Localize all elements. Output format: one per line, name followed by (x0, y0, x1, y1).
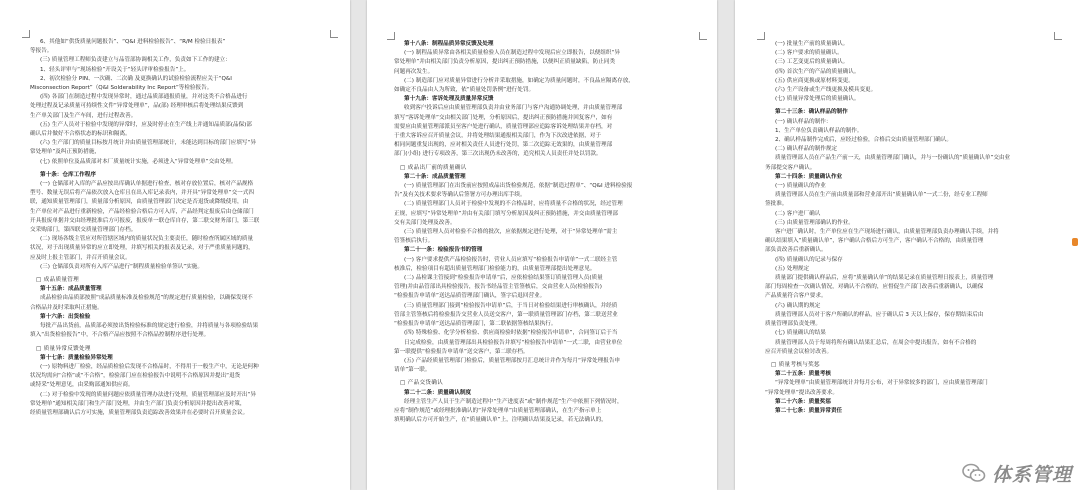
text-line: 正规，应填写“异常处理单”并由有关部门填写分析原因及纠正预防措施，并交由质量管理部 (394, 210, 618, 217)
section-heading: □ 质量异常反馈处理 (36, 345, 91, 352)
section-heading: □ 成品出厂前的质量确认 (400, 164, 467, 171)
text-line: 2、初次检验分 PIN、一次确、二次确 及更换确认的试验检验流程应关于“Q&I (40, 75, 232, 82)
margin-corner-mark (22, 30, 30, 38)
text-line: (一) 质量管理部门在出货前应按照成品出货检验规范，依据“制造过程单”、“Q&I 进料检验报 (404, 183, 633, 190)
text-line: 务部提交客户确认。 (765, 164, 816, 171)
text-line: (一) 确认样品的制作： (775, 118, 832, 125)
page-text-body (30, 38, 332, 418)
text-line: (二) 制造部门应对质量异常进行分析并采取措施，如确定为质量问题时，不良品应隔离存放， (404, 77, 634, 84)
text-line: (六) 生产部门的质量目标按月统计并由质量管理部统计，未能达到目标的部门应填写“异 (40, 140, 257, 147)
text-line: 经质量管理部确认后方可实施，质量管理部负责追踪改善效果并在必要时召开质量会议。 (30, 409, 249, 416)
document-page-1[interactable] (0, 0, 350, 490)
text-line: (三) 仓储部负责对所有入库产品进行“制程质量检验单签认”实施。 (40, 263, 203, 270)
article-heading: 第二十二条：质量确认制度 (404, 389, 472, 396)
text-line: (四) 特殊检验、化学分析检验、供应商检验时依据“检验报告申请单”，合同签订后于当 (404, 330, 618, 337)
text-line: 交采购部门，第四联交质量管理部门存档。 (30, 227, 137, 234)
text-line: 确认结果填入“质量确认单”，客户确认合格后方可生产，客户确认不合格的，由质量管理 (765, 238, 984, 245)
wechat-logo-icon (962, 461, 986, 485)
text-line: 部门每周检查一次确认情况，对确认不合格的，应督促生产部门改善后重新确认，以确保 (765, 284, 984, 291)
text-line: 填入“出货检验报告”中，不合格产品应按照不合格品控制程序进行处理。 (30, 332, 210, 339)
text-line: 问题再次发生。 (394, 68, 434, 75)
text-line: (三) 质量管理人员对检验不合格的批次，应依据规定进行处理，对于“异常处理单”需主 (404, 229, 618, 236)
text-line: 管签核后执行。 (394, 238, 434, 245)
margin-corner-mark (1054, 32, 1062, 40)
text-line: 开具报废单据并交由经理批准后方可报废，报废单一联仓库自存，第二联交财务部门，第三联 (30, 217, 260, 224)
article-heading: 第二十三条：确认样品的制作 (775, 109, 848, 116)
page-text-body (765, 40, 1056, 416)
text-line: (二) 品检课主管接到“检验报告申请单”后，应依检验结果签订质量管理人员(质量 (404, 275, 603, 282)
margin-corner-mark (757, 32, 765, 40)
text-line: 质量部门提供确认样品后，应将“质量确认单”的结果记录在质量管理日报表上，质量管理 (775, 275, 994, 282)
text-line: 1、轻头评审与“现场检验”开设关于“轻头评审检验报告”上。 (40, 66, 190, 73)
text-line: 生产单关部门及生产车间，进行过程改善。 (30, 112, 137, 119)
margin-corner-mark (699, 32, 707, 40)
text-line: (三) 质量管理部门接到“检验报告申请单”后，于当日对检验结果进行审核确认，并经质 (404, 302, 618, 309)
text-line: 6、其他如“供货质量问题报告”、“Q&I 进料检验报告”、“R/M 检验日报表” (40, 39, 226, 45)
text-line: 如确定不良品由人为所致，依“质量处罚条例”进行处罚。 (394, 87, 535, 94)
text-line: 质量管理部负责处理。 (765, 321, 821, 328)
text-line: 产品质量符合客户要求。 (765, 293, 827, 300)
text-line: (七) 质量确认的结果 (775, 330, 826, 337)
article-heading: 第二十四条：质量确认作业 (775, 173, 843, 180)
text-line: 相同问题重复出现的，应对相关责任人员进行处罚，第二次追踪无效果的，由质量管理部 (394, 142, 613, 149)
text-line: 请单”第一联。 (394, 367, 431, 374)
text-line: (七) 依照单位及品质部对本厂质量统计实施，必须进入“异常处理单”交由处理。 (40, 158, 237, 165)
text-line: 状况均需向“合格”或“不合格”，检验部门应在检验报告中说明不合格原因并提出“退货 (30, 373, 241, 380)
text-line: 管部主管签核后将检验报告交营业人员送交客户，第一联质量管理部门存档，第二联送营业 (394, 311, 618, 318)
text-line: “异常处理单”由质量管理部统计并每月公布，对于异常较多的部门，应由质量管理部门 (775, 380, 988, 387)
text-line: (一) 原物料进厂检验，经品质检验后发现不合格品时，不得用于一般生产中，无论是何种 (40, 363, 259, 370)
text-line: (三) 质量管理工程师负责建立与品管部协调相关工作，负责如下工作的建立： (40, 57, 231, 64)
text-line: 于重大客诉应召开质量会议，并将处理结果通报相关部门，作为下次改进依据，对于 (394, 133, 601, 140)
text-line: (一) 质量确认的作业 (775, 183, 826, 190)
text-line: (二) 客户进厂确认 (775, 210, 821, 217)
text-line: 第一联提供“检验报告申请单”送交客户，第二联存档。 (394, 348, 529, 355)
text-line: (七) 质量异常处理后的质量确认。 (775, 96, 860, 103)
text-line: 质量管理部人员在生产前由质量部和营业部开出“质量确认单”一式二份，经专业工程师 (775, 192, 988, 199)
text-line: (四) 各部门在制造过程中发现异常时，通过品质部通报质量，并对这类不合格品进行 (40, 94, 248, 101)
text-line: 确认后并做好不合格状态的标识和隔离。 (30, 131, 131, 138)
text-line: 生产单位对产品进行重新检验，产品经检验合格后方可入库，产品经判定报废后由仓储部门 (30, 208, 254, 215)
text-line: 签批准。 (765, 201, 788, 208)
text-line: Misconsection Report”（Q&I Solderability Inc Report”等检验报告。 (30, 85, 213, 92)
section-heading: □ 成品质量管理 (36, 277, 80, 284)
document-page-2[interactable] (367, 0, 717, 490)
text-line: 常处理单”及纠正预防措施， (30, 149, 101, 156)
text-line: 常处理单”并由相关部门负责分析原因，提出纠正预防措施，以便纠正质量缺陷，防止同类 (394, 59, 616, 66)
text-line: 质量管理部人员在产品生产前一天，由质量管理部门确认，并与一份确认的“质量确认单”交由业 (775, 155, 1011, 162)
text-line: 经理主管生产人员于生产制造过程中“生产进度表”或“制作规范”生产中依照下列情况时， (404, 398, 623, 405)
article-heading: 第十七条：质量检验异常处理 (40, 354, 113, 361)
text-line: 填明确认后方可开始生产，在“质量确认单”上，注明确认结果及记录，若无法确认的， (394, 417, 607, 424)
text-line: (一) 制程品质异常由各相关质量检验人员在制造过程中发现后应立即报告，以便组织“异 (404, 50, 621, 57)
text-line: 或特采”处理意见，由采购部通知供应商。 (30, 382, 134, 389)
article-heading: 第十条：仓库工作程序 (40, 171, 96, 178)
watermark-text: 体系管理 (991, 463, 1072, 486)
text-line: 交有关部门处理及改善。 (394, 219, 456, 226)
watermark (962, 460, 1072, 486)
text-line: 应召开质量会议检讨改善。 (765, 348, 833, 355)
text-line: (五) 供应商更换或原材料变更。 (775, 77, 854, 84)
text-line: 应及时上报主管部门，并召开质量会议。 (30, 254, 131, 261)
text-line: 收到客户投诉后应由质量管理部负责并由业务部门与客户沟通协调处理，并由质量管理部 (404, 105, 623, 112)
text-line: (四) 首次生产的产品的质量确认。 (775, 68, 860, 75)
section-heading: □ 质量考核与奖惩 (771, 361, 820, 368)
text-line: 管理)并由品管部出具检验报告，报告书经品管主管签核后，交由营业人员(检验报告) (394, 284, 602, 291)
text-line: 部负责改善后重新确认。 (765, 247, 827, 254)
text-line: (二) 客户要求的质量确认。 (775, 50, 843, 57)
text-line: (一) 仓储部对入库的产品应按出库确认单据进行检查，核对存放位置后，核对产品规格 (40, 181, 254, 188)
text-line: (一) 批量生产前的质量确认。 (775, 41, 849, 47)
text-line: 质量管理部人员于每周将所有确认结果汇总后，在周会中提出报告，如有不合格的 (775, 339, 977, 346)
text-line: (六) 生产设备或生产线更换及模具变更。 (775, 87, 877, 94)
page-text-body (394, 40, 703, 425)
text-line: 状况，对于出现质量异常的应立即处理，并填写相关的报表及记录，对于严重质量问题的， (30, 245, 254, 252)
text-line: (一) 客户要求提供产品检验报告时，营业人员应填写“检验报告申请单”一式二联经主管 (404, 256, 618, 263)
text-line: 常处理单”通知相关部门和生产部门处理，并由生产部门负责分析原因并提出改善对策， (30, 400, 246, 407)
document-page-3[interactable] (735, 0, 1080, 490)
text-line: 2、确认样品制作完成后，应经过检验，合格后交由质量管理部门确认。 (775, 137, 952, 144)
text-line: 核准后，检验项目有超出质量管理部门检验能力的，由质量管理部提出处理意见。 (394, 265, 596, 272)
article-heading: 第十五条：成品质量管理 (40, 286, 102, 293)
text-line: 质量管理部人员对于客户所确认的样品，应于确认后 3 天以上保存，保存期结束后由 (775, 311, 984, 318)
article-heading: 第二十五条：质量考核 (775, 371, 831, 378)
article-heading: 第二十条：成品质量管理 (404, 173, 466, 180)
article-heading: 第二十七条：质量异常责任 (775, 407, 843, 414)
text-line: (二) 确认样品的制作规定 (775, 146, 838, 153)
text-line: 日完成检验，由质量管理部出具检验报告并填写“检验报告申请单”一式二联，由营业单位 (404, 339, 623, 346)
text-line: 联，通知质量管理部门，质量部分析原因，由质量管理部门决定是否退货或降级使用，由 (30, 199, 249, 206)
text-line: (二) 质量管理部门人员对于检验中发现的不合格品时，应将质量不合格的状况，经过管理 (404, 201, 623, 208)
text-line: (二) 现场各级主管应对所管辖区域内的质量状况负主要责任，随时检查所属区域的质量 (40, 236, 254, 243)
text-line: 告”及有关技术要求等确认后签署方可办理出库手续。 (394, 192, 526, 199)
article-heading: 第十八条：制程品质异常反馈及处理 (404, 41, 494, 47)
text-line: (三) 由质量管理部确认的作业。 (775, 219, 854, 226)
text-line: 等报告。 (30, 48, 53, 55)
text-line: 每批产品出货前，品质部必须按出货检验标准的规定进行检验，并将质量与各项检验结果 (40, 323, 259, 330)
text-line: (五) 生产人员对于检验中发现的异常时，应及时停止在生产线上并通知品质部(品保)部 (40, 121, 252, 128)
text-line: 需要应由质量管理部派员至客户处进行确认，质量管理部应追踪客诉处理结果并存档，对 (394, 123, 613, 130)
text-line: (五) 处理规定 (775, 265, 810, 272)
article-heading: 第十九条：客诉处理及质量异常反馈 (404, 96, 494, 103)
text-line: “异常处理单”提出改善要求。 (765, 389, 838, 396)
text-line: 合格品并及时采取纠正措施。 (30, 304, 103, 311)
text-line: 成品检验由品质部按照“成品质量标准及检验规范”的规定进行质量检验，以确保发现不 (40, 295, 253, 302)
text-line: (四) 质量确认的记录与保存 (775, 256, 843, 263)
text-line: (二) 对于检验中发现的质量问题应依质量管理办法进行处理，质量管理部应及时开出“异 (40, 391, 257, 398)
text-line: 部门(小组) 进行专项改善，第三次出现仍未改善的，追究相关人员责任并处以罚款。 (394, 151, 602, 158)
text-line: “检验报告申请单”送达品质管理部门，第二联依据签核结果执行。 (394, 321, 557, 328)
scroll-position-marker[interactable] (1072, 238, 1078, 246)
margin-corner-mark (387, 32, 395, 40)
text-line: 处理过程及记录质量可持续性文件“异常处理单”，品(部) 经理审核后将处理结果反馈到 (30, 103, 244, 110)
text-line: (三) 工艺变更后的质量确认。 (775, 59, 849, 66)
text-line: (五) 产品经质量管理部门检验后，质量管理部按月汇总统计并作为每月“异常处理报告申 (404, 357, 621, 364)
text-line: 应将“制作规范”或经理批准确认的“异常处理单”由质量管理部确认，在生产指示单上 (394, 407, 602, 414)
article-heading: 第二十一条：检验报告书的管理 (404, 247, 483, 254)
text-line: 填写“客诉处理单”交由相关部门处理，分析原因后，提出纠正预防措施并回复客户，如有 (394, 114, 613, 121)
article-heading: 第十六条：出货检验 (40, 313, 91, 320)
text-line: 客户进厂确认时，生产单位应在生产现场进行确认，由质量管理部负责办理确认手续，并将 (775, 229, 999, 236)
section-heading: □ 产品交货确认 (400, 380, 444, 387)
text-line: 1、生产单位负责确认样品的制作。 (775, 127, 863, 134)
margin-corner-mark (330, 30, 338, 38)
text-line: (六) 确认期的规定 (775, 302, 821, 309)
article-heading: 第二十六条：质量奖惩 (775, 398, 831, 405)
text-line: “检验报告申请单”送达品质管理部门确认，签字后退回营业。 (394, 293, 546, 300)
text-line: 型号、数量无误后将产品依次放入仓库且在出入库记录表内，并开具“异常处理单”交一式四 (30, 190, 254, 197)
